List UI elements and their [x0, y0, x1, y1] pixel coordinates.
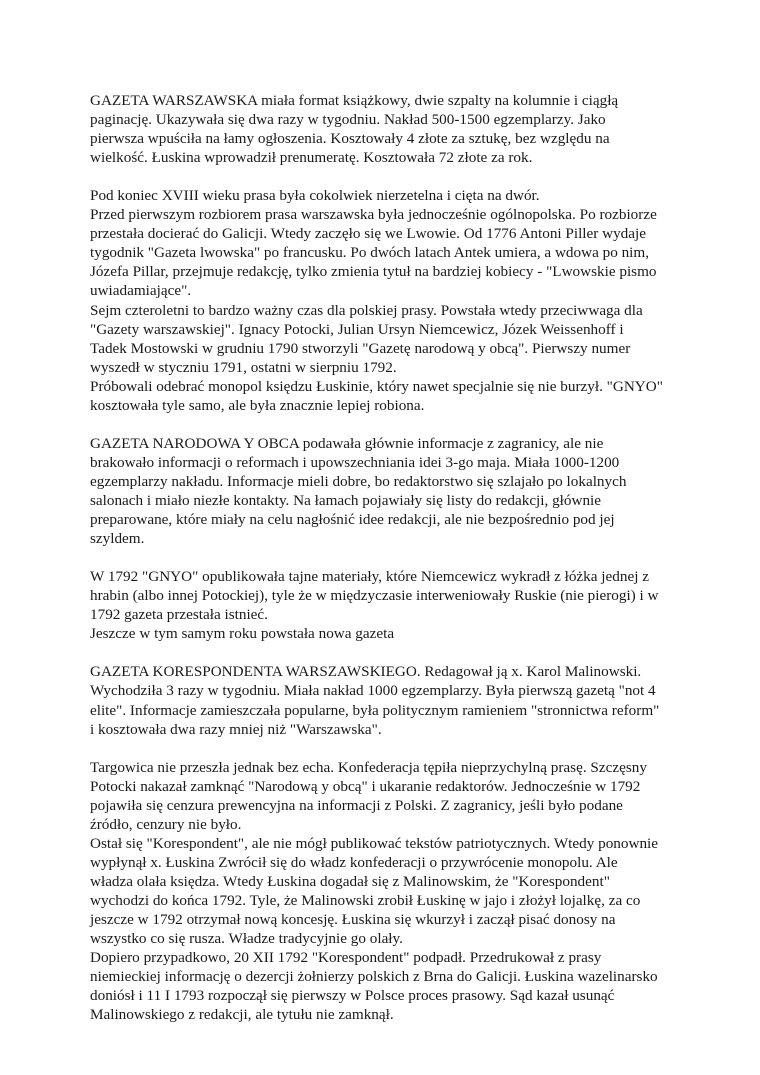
text-line: elite". Informacje zamieszczała popularne, była politycznym ramieniem "stronnictwa reform": [90, 701, 660, 719]
text-line: wypłynął x. Łuskina Zwrócił się do władz konfederacji o przywrócenie monopolu. Ale: [90, 853, 618, 871]
text-line: preparowane, które miały na celu nagłośnić idee redakcji, ale nie bezpośrednio pod jej: [90, 511, 615, 529]
text-line: Malinowskiego z redakcji, ale tytułu nie zamknął.: [90, 1006, 394, 1024]
text-line: Targowica nie przeszła jednak bez echa. Konfederacja tępiła nieprzychylną prasę. Szczęsny: [90, 758, 647, 776]
text-line: GAZETA KORESPONDENTA WARSZAWSKIEGO. Redagował ją x. Karol Malinowski.: [90, 663, 642, 681]
text-line: Potocki nakazał zamknąć "Narodową y obcą" i ukaranie redaktorów. Jednocześnie w 1792: [90, 777, 641, 795]
paragraph-gazeta-korespondenta: [90, 662, 670, 738]
text-line: wyszedł w styczniu 1791, ostatni w sierpniu 1792.: [90, 358, 397, 376]
text-line: tygodnik "Gazeta lwowska" po francusku. Po dwóch latach Antek umiera, a wdowa po nim,: [90, 244, 650, 262]
text-line: egzemplarzy nakładu. Informacje mieli dobre, bo redaktorstwo się szlajało po lokalnych: [90, 472, 627, 490]
text-line: GAZETA NARODOWA Y OBCA podawała głównie informacje z zagranicy, ale nie: [90, 434, 604, 452]
text-line: władza olała księdza. Wtedy Łuskina dogadał się z Malinowskim, że "Korespondent": [90, 872, 610, 890]
text-line: i kosztowała dwa razy mniej niż "Warszawska".: [90, 720, 382, 738]
paragraph-gnyo-1792: [90, 567, 670, 643]
text-line: źródło, cenzury nie było.: [90, 815, 242, 833]
document-page: [90, 91, 670, 1043]
text-line: wychodzi do końca 1792. Tyle, że Malinowski zrobił Łuskinę w jajo i złożył lojalkę, za co: [90, 891, 641, 909]
text-line: pojawiła się cenzura prewencyjna na informacji z Polski. Z zagranicy, jeśli było podane: [90, 796, 623, 814]
text-line: szyldem.: [90, 530, 145, 548]
text-line: Próbowali odebrać monopol księdzu Łuskinie, który nawet specjalnie się nie burzył. "GNYO": [90, 377, 663, 395]
text-line: jeszcze w 1792 otrzymał nową koncesję. Łuskina się wkurzył i zaczął pisać donosy na: [90, 911, 616, 929]
text-line: uwiadamiające".: [90, 282, 192, 300]
text-line: hrabin (albo innej Potockiej), tyle że w międzyczasie interweniowały Ruskie (nie pierogi) i w: [90, 587, 659, 605]
text-line: pierwsza wpuściła na łamy ogłoszenia. Kosztowały 4 złote za sztukę, bez względu na: [90, 130, 610, 148]
text-line: wielkość. Łuskina wprowadził prenumeratę. Kosztowała 72 złote za rok.: [90, 149, 533, 167]
text-line: doniósł i 11 I 1793 rozpoczął się pierwszy w Polsce proces prasowy. Sąd kazał usunąć: [90, 987, 615, 1005]
text-line: 1792 gazeta przestała istnieć.: [90, 606, 268, 624]
text-line: Jeszcze w tym samym roku powstała nowa gazeta: [90, 625, 395, 643]
text-line: Sejm czteroletni to bardzo ważny czas dla polskiej prasy. Powstała wtedy przeciwwaga dla: [90, 301, 643, 319]
text-line: Pod koniec XVIII wieku prasa była cokolwiek nierzetelna i cięta na dwór.: [90, 187, 540, 205]
text-line: salonach i miało niezłe kontakty. Na łamach pojawiały się listy do redakcji, głównie: [90, 491, 602, 509]
text-line: GAZETA WARSZAWSKA miała format książkowy, dwie szpalty na kolumnie i ciągłą: [90, 92, 619, 109]
paragraph-late-18th-century-press: [90, 186, 670, 415]
text-line: Ostał się "Korespondent", ale nie mógł publikować tekstów patriotycznych. Wtedy ponownie: [90, 834, 659, 852]
text-line: "Gazety warszawskiej". Ignacy Potocki, Julian Ursyn Niemcewicz, Józek Weissenhoff i: [90, 320, 624, 338]
text-line: W 1792 "GNYO" opublikowała tajne materiały, które Niemcewicz wykradł z łóżka jednej z: [90, 568, 649, 586]
text-line: niemieckiej informację o dezercji żołnierzy polskich z Brna do Galicji. Łuskina wazelinarsko: [90, 968, 658, 986]
text-line: Wychodziła 3 razy w tygodniu. Miała nakład 1000 egzemplarzy. Była pierwszą gazetą "not 4: [90, 682, 656, 700]
text-line: brakowało informacji o reformach i upowszechniania idei 3-go maja. Miała 1000-1200: [90, 453, 620, 471]
text-line: Józefa Pillar, przejmuje redakcję, tylko zmienia tytuł na bardziej kobiecy - "Lwowskie pismo: [90, 263, 657, 281]
text-line: Przed pierwszym rozbiorem prasa warszawska była jednocześnie ogólnopolska. Po rozbiorze: [90, 206, 657, 224]
text-line: kosztowała tyle samo, ale była znacznie lepiej robiona.: [90, 396, 425, 414]
text-line: Dopiero przypadkowo, 20 XII 1792 "Korespondent" podpadł. Przedrukował z prasy: [90, 949, 602, 967]
paragraph-targowica: [90, 758, 670, 1025]
text-line: wszystko co się rusza. Władze tradycyjnie go olały.: [90, 930, 403, 948]
text-line: Tadek Mostowski w grudniu 1790 stworzyli "Gazetę narodową y obcą". Pierwszy numer: [90, 339, 631, 357]
text-line: przestała docierać do Galicji. Wtedy zaczęło się we Lwowie. Od 1776 Antoni Piller wydaje: [90, 225, 646, 243]
paragraph-gazeta-narodowa: [90, 434, 670, 548]
paragraph-gazeta-warszawska: [90, 91, 670, 167]
text-line: paginację. Ukazywała się dwa razy w tygodniu. Nakład 500-1500 egzemplarzy. Jako: [90, 111, 606, 129]
